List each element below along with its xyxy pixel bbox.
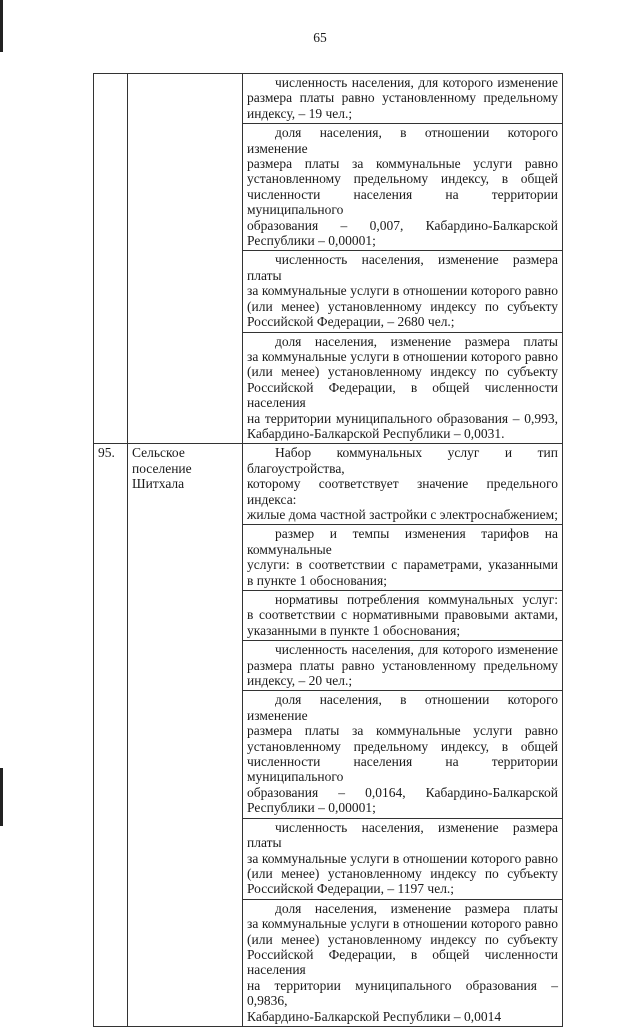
indicator-paragraph [243, 444, 562, 524]
settlement-name [128, 74, 243, 444]
paragraph-line: доля населения, изменение размера платы [275, 333, 558, 349]
scan-edge-mark [0, 768, 3, 826]
indicator-description [243, 74, 563, 444]
paragraph-line: численности населения на территории муниципального [247, 754, 558, 785]
indicator-paragraph [243, 899, 562, 1026]
paragraph-line: за коммунальные услуги в отношении которого равно [247, 850, 558, 866]
paragraph-line: установленному предельному индексу, в общей [247, 171, 558, 187]
table-body [94, 74, 563, 1027]
indicator-paragraph [243, 590, 562, 640]
paragraph-line: Республики – 0,00001; [247, 800, 376, 816]
paragraph-line: численность населения, для которого изменение [275, 75, 558, 90]
paragraph-line: нормативы потребления коммунальных услуг: [275, 592, 558, 607]
paragraph-line: (или менее) установленному индексу по субъекту [247, 865, 558, 881]
paragraph-line: жилые дома частной застройки с электроснабжением; [247, 506, 558, 522]
paragraph-line: Республики – 0,00001; [247, 233, 376, 249]
indicator-paragraph [243, 74, 562, 123]
paragraph-line: за коммунальные услуги в отношении которого равно [247, 283, 558, 299]
paragraph-line: в соответствии с нормативными правовыми актами, [247, 607, 558, 623]
paragraph-line: размера платы за коммунальные услуги равно [247, 723, 558, 739]
paragraph-line: услуги: в соответствии с параметрами, указанными [247, 557, 558, 573]
paragraph-line: численность населения, изменение размера платы [247, 252, 558, 283]
paragraph-line: (или менее) установленному индексу по субъекту [247, 931, 558, 947]
paragraph-line: образования – 0,007, Кабардино-Балкарской [247, 217, 558, 233]
indicator-paragraph [243, 818, 562, 899]
paragraph-line: размера платы равно установленному предельному [247, 90, 558, 106]
paragraph-line: Российской Федерации, – 2680 чел.; [247, 314, 455, 330]
settlement-name-line: Сельское [132, 445, 185, 461]
paragraph-line: которому соответствует значение предельного индекса: [247, 476, 558, 507]
paragraph-line: (или менее) установленному индексу по субъекту [247, 298, 558, 314]
row-number [94, 74, 128, 444]
paragraph-line: Российской Федерации, в общей численности населения [247, 379, 558, 411]
paragraph-line: Российской Федерации, в общей численности населения [247, 946, 558, 978]
paragraph-line: размера платы за коммунальные услуги равно [247, 156, 558, 172]
indicator-paragraph [243, 250, 562, 331]
table-row [94, 444, 563, 1027]
paragraph-line: размер и темпы изменения тарифов на коммунальные [247, 526, 558, 557]
table-row [94, 74, 563, 444]
indicator-paragraph [243, 123, 562, 250]
paragraph-line: на территории муниципального образования – 0,993, [247, 410, 558, 426]
paragraph-line: указанными в пункте 1 обоснования; [247, 622, 461, 638]
paragraph-line: доля населения, изменение размера платы [275, 900, 558, 916]
row-number: 95. [94, 444, 128, 1027]
page-number: 65 [313, 30, 327, 45]
paragraph-line: численность населения, изменение размера платы [247, 819, 558, 851]
paragraph-line: в пункте 1 обоснования; [247, 572, 387, 588]
settlement-name-line: поселение [132, 460, 192, 476]
paragraph-line: Набор коммунальных услуг и тип благоустройства, [247, 445, 558, 476]
indicator-paragraph [243, 640, 562, 690]
scan-edge-mark [0, 0, 3, 52]
paragraph-line: установленному предельному индексу, в общей [247, 738, 558, 754]
paragraph-line: численности населения на территории муниципального [247, 186, 558, 218]
paragraph-line: размера платы равно установленному предельному [247, 657, 558, 673]
paragraph-line: (или менее) установленному индексу по субъекту [247, 364, 558, 380]
indicator-paragraph [243, 524, 562, 590]
paragraph-line: на территории муниципального образования – 0,9836, [247, 977, 558, 1009]
paragraph-line: доля населения, в отношении которого изменение [247, 125, 558, 156]
paragraph-line: за коммунальные услуги в отношении которого равно [247, 348, 558, 364]
paragraph-line: индексу, – 19 чел.; [247, 105, 353, 121]
paragraph-line: Российской Федерации, – 1197 чел.; [247, 881, 455, 897]
paragraph-line: численность населения, для которого изменение [275, 642, 558, 658]
paragraph-line: Кабардино-Балкарской Республики – 0,0031. [247, 425, 505, 441]
paragraph-line: образования – 0,0164, Кабардино-Балкарской [247, 784, 558, 800]
paragraph-line: индексу, – 20 чел.; [247, 673, 353, 689]
paragraph-line: доля населения, в отношении которого изменение [247, 692, 558, 723]
indicator-table [93, 73, 563, 1027]
settlement-name [128, 444, 243, 1027]
paragraph-line: Кабардино-Балкарской Республики – 0,0014 [247, 1008, 502, 1024]
indicator-description [243, 444, 563, 1027]
settlement-name-line: Шитхала [132, 476, 185, 492]
indicator-paragraph [243, 332, 562, 444]
indicator-paragraph [243, 690, 562, 817]
paragraph-line: за коммунальные услуги в отношении которого равно [247, 916, 558, 932]
